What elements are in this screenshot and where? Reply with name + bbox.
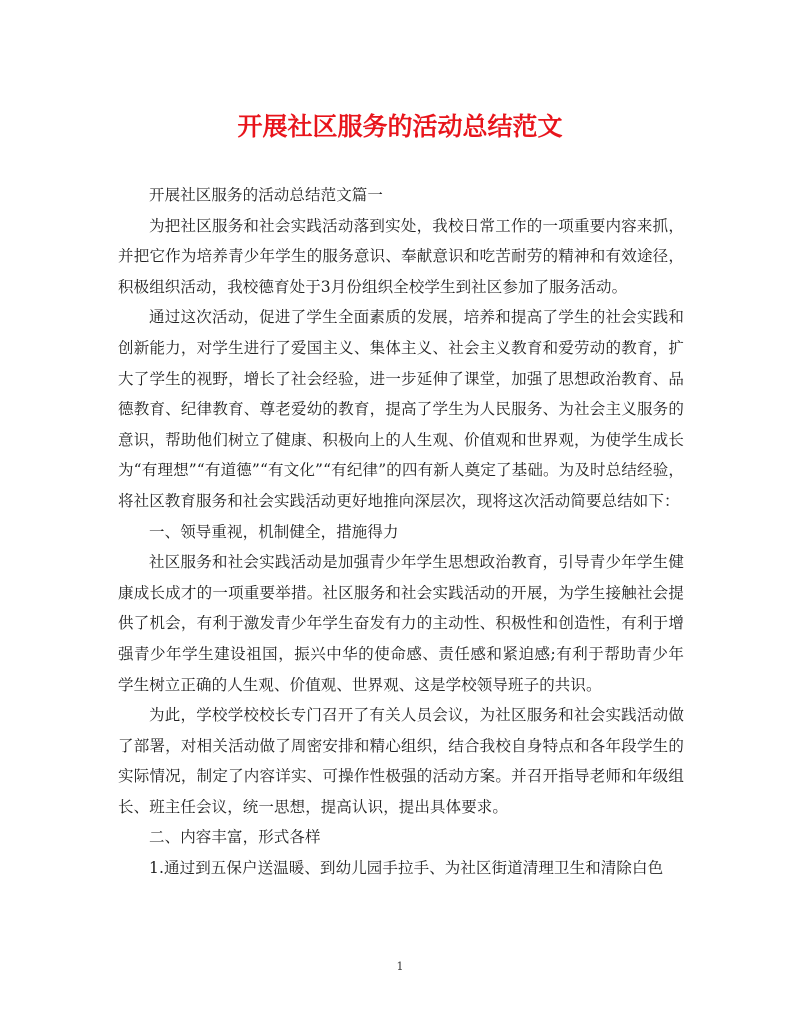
section-heading: 二、内容丰富，形式各样 (149, 828, 321, 847)
document-body (118, 180, 684, 884)
section-heading: 一、领导重视，机制健全，措施得力 (149, 522, 399, 541)
paragraph: 社区服务和社会实践活动是加强青少年学生思想政治教育，引导青少年学生健康成长成才的一项重要举措。社区服务和社会实践活动的开展，为学生接触社会提供了机会，有利于激发青少年学生奋发有力的主动性、积极性和创造性，有利于增强青少年学生建设祖国，振兴中华的使命感、责任感和紧迫感;有利于帮助青少年学生树立正确的人生观、价值观、世界观、这是学校领导班子的共识。 (118, 553, 684, 694)
page-number: 1 (396, 960, 404, 973)
paragraph: 为此，学校学校校长专门召开了有关人员会议，为社区服务和社会实践活动做了部署，对相关活动做了周密安排和精心组织，结合我校自身特点和各年段学生的实际情况，制定了内容详实、可操作性极强的活动方案。并召开指导老师和年级组长、班主任会议，统一思想，提高认识，提出具体要求。 (118, 706, 684, 816)
paragraph: 1.通过到五保户送温暖、到幼儿园手拉手、为社区街道清理卫生和清除白色 (149, 859, 664, 878)
document-title: 开展社区服务的活动总结范文 (237, 112, 563, 141)
paragraph: 为把社区服务和社会实践活动落到实处，我校日常工作的一项重要内容来抓，并把它作为培养青少年学生的服务意识、奉献意识和吃苦耐劳的精神和有效途径，积极组织活动，我校德育处于3月份组织全校学生到社区参加了服务活动。 (118, 216, 684, 296)
paragraph: 通过这次活动，促进了学生全面素质的发展，培养和提高了学生的社会实践和创新能力，对学生进行了爱国主义、集体主义、社会主义教育和爱劳动的教育，扩大了学生的视野，增长了社会经验，进一步延伸了课堂，加强了思想政治教育、品德教育、纪律教育、尊老爱幼的教育，提高了学生为人民服务、为社会主义服务的意识，帮助他们树立了健康、积极向上的人生观、价值观和世界观，为使学生成长为“有理想”“有道德”“有文化”“有纪律”的四有新人奠定了基础。为及时总结经验，将社区教育服务和社会实践活动更好地推向深层次，现将这次活动简要总结如下： (118, 308, 684, 510)
paragraph-subtitle: 开展社区服务的活动总结范文篇一 (149, 186, 384, 204)
